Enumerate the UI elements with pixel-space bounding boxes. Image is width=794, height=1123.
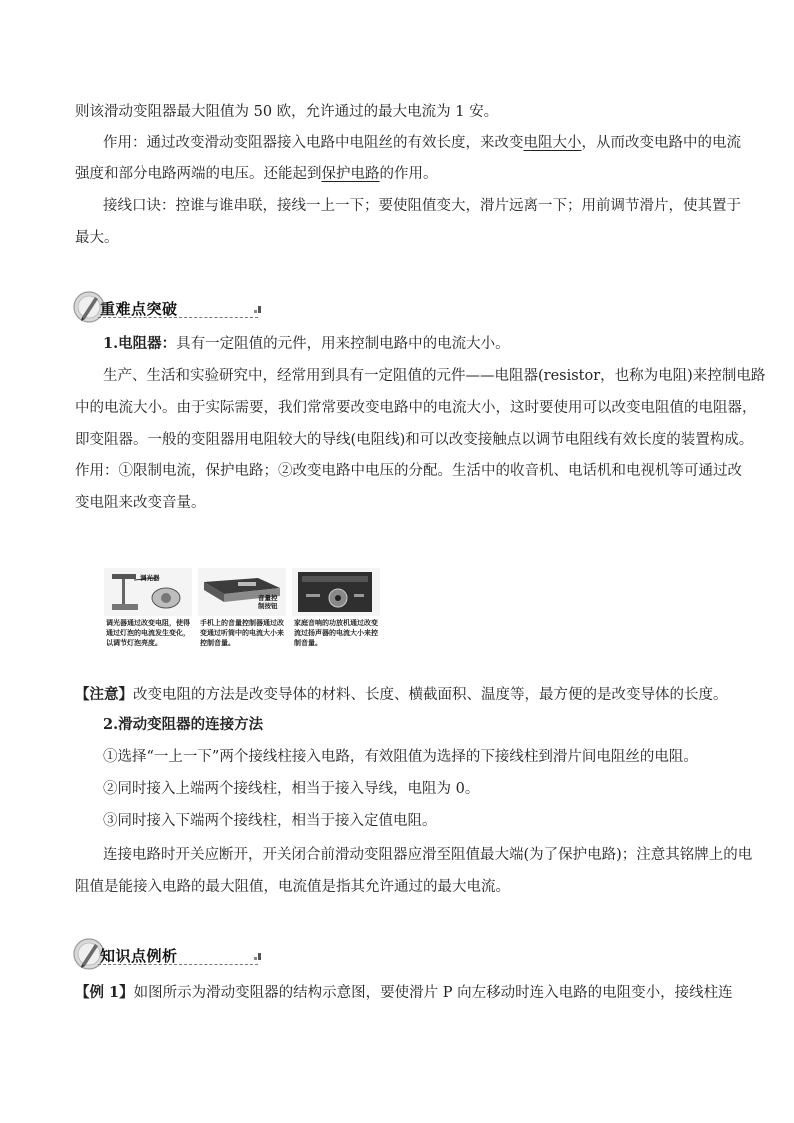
note-head: 【注意】 (75, 686, 133, 703)
paragraph-line: 变电阻来改变音量。 (75, 495, 206, 511)
note-line (75, 685, 728, 705)
function-line (75, 133, 741, 153)
resistor-applications-figure (104, 568, 380, 662)
figure-panel-dimmer (104, 568, 192, 662)
function-text: ，从而改变电路中的电流 (581, 135, 741, 151)
paragraph-line: 生产、生活和实验研究中，经常用到具有一定阻值的元件——电阻器(resistor，也称为电阻)来控制电路 (103, 368, 766, 384)
function-text: 作用：通过改变滑动变阻器接入电路中电阻丝的有效长度，来改变 (103, 135, 524, 151)
figure-tag: 音量控 (258, 594, 278, 602)
figure-tag: 调光器 (140, 574, 160, 582)
underlined-term-protect: 保护电路 (321, 166, 380, 182)
definition-head: 1.电阻器： (103, 335, 177, 352)
rhyme-line: 最大。 (75, 230, 119, 246)
figure-caption: 调光器通过改变电阻，使得通过灯泡的电流发生变化，以调节灯泡亮度。 (106, 619, 190, 647)
list-item: ②同时接入上端两个接线柱，相当于接入导线，电阻为 0。 (103, 781, 480, 797)
paragraph-line: 即变阻器。一般的变阻器用电阻较大的导线(电阻线)和可以改变接触点以调节电阻线有效长度的装置构成。 (75, 432, 754, 448)
intro-line: 则该滑动变阻器最大阻值为 50 欧，允许通过的最大电流为 1 安。 (75, 104, 499, 120)
paragraph-line: 作用：①限制电流，保护电路；②改变电路中电压的分配。生活中的收音机、电话机和电视机等可通过改 (75, 463, 742, 479)
section-title: 重难点突破 (100, 300, 178, 318)
definition-text: 具有一定阻值的元件，用来控制电路中的电流大小。 (176, 336, 510, 352)
figure-tag: 制按钮 (258, 602, 278, 610)
corner-mark-icon (254, 953, 262, 961)
underlined-term-resistance: 电阻大小 (523, 135, 582, 151)
section-header (72, 290, 202, 324)
example-line (75, 983, 733, 1003)
function-text: 的作用。 (379, 166, 438, 182)
example-text: 如图所示为滑动变阻器的结构示意图，要使滑片 P 向左移动时连入电路的电阻变小，接线柱连 (133, 985, 733, 1001)
function-text: 强度和部分电路两端的电压。还能起到 (75, 166, 322, 182)
figure-caption: 手机上的音量控制器通过改变通过听筒中的电流大小来控制音量。 (200, 619, 284, 647)
paragraph-line: 中的电流大小。由于实际需要，我们常常要改变电路中的电流大小，这时要使用可以改变电阻值的电阻器， (75, 400, 757, 416)
figure-caption: 家庭音响的功放机通过改变流过扬声器的电流大小来控制音量。 (294, 619, 378, 647)
rhyme-line: 接线口诀：控谁与谁串联，接线一上一下；要使阻值变大，滑片远离一下；用前调节滑片，使其置于 (103, 198, 741, 214)
section-title: 知识点例析 (100, 947, 178, 965)
corner-mark-icon (254, 306, 262, 314)
amplifier-image (292, 568, 380, 616)
list-item: ③同时接入下端两个接线柱，相当于接入定值电阻。 (103, 813, 437, 829)
figure-panel-phone (198, 568, 286, 662)
function-line (75, 164, 725, 184)
figure-panel-amplifier (292, 568, 380, 662)
paragraph-line: 阻值是能接入电路的最大阻值，电流值是指其允许通过的最大电流。 (75, 879, 510, 895)
paragraph-line: 连接电路时开关应断开，开关闭合前滑动变阻器应滑至阻值最大端(为了保护电路)；注意其铭牌上的电 (103, 847, 753, 863)
example-head: 【例 1】 (75, 984, 134, 1001)
note-text: 改变电阻的方法是改变导体的材料、长度、横截面积、温度等，最方便的是改变导体的长度。 (133, 687, 728, 703)
definition-line (75, 334, 725, 354)
list-item: ①选择“一上一下”两个接线柱接入电路，有效阻值为选择的下接线柱到滑片间电阻丝的电阻。 (103, 749, 698, 765)
subheading: 2.滑动变阻器的连接方法 (103, 716, 264, 733)
section-header (72, 937, 202, 971)
